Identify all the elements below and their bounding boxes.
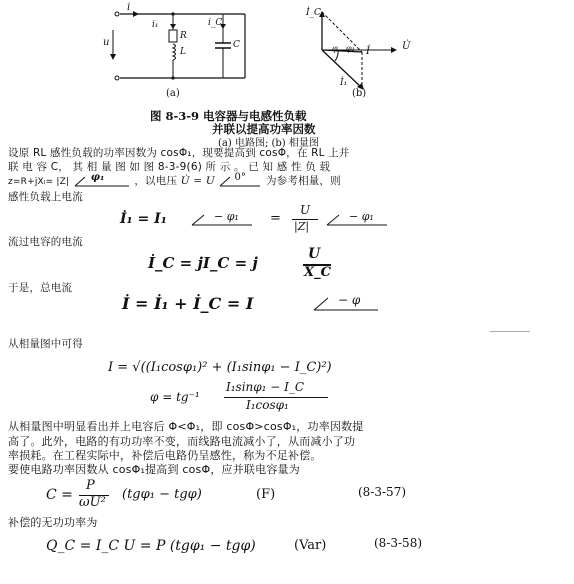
eq6-lhs: C =: [46, 487, 73, 503]
reference-phasor-text: 为参考相量，则: [265, 175, 341, 187]
phasor-phi1-label: φ₁: [346, 44, 355, 53]
paragraph2-line4: 要使电路功率因数从 cosΦ₁提高到 cosΦ，应并联电容量为: [8, 463, 300, 476]
from-phasor-label: 从相量图中可得: [8, 338, 83, 350]
paragraph1-line1: 设原 RL 感性负载的功率因数为 cosΦ₁，现要提高到 cosΦ，在 RL 上并: [8, 147, 350, 159]
eq3-angle-text: − φ: [338, 293, 361, 307]
voltage-intro: ，以电压: [134, 175, 178, 187]
figure-caption-subtitle: 并联以提高功率因数: [212, 122, 316, 136]
total-current-label: 于是，总电流: [8, 282, 73, 294]
reactive-power-label: 补偿的无功功率为: [8, 516, 98, 529]
eq2-denominator: X_C: [304, 265, 331, 280]
label-ic: i_C: [208, 18, 223, 28]
label-i: i: [127, 2, 131, 13]
eq6-number: (8-3-57): [358, 485, 407, 499]
eq1-numerator: U: [300, 203, 311, 217]
paragraph2-line3: 率损耗。在工程实际中，补偿后电路仍呈感性，称为不足补偿。: [8, 449, 322, 462]
eq6-numerator: P: [86, 478, 95, 493]
eq3-angle: [312, 293, 380, 310]
label-C: C: [233, 40, 240, 50]
figure-caption-title: 图 8-3-9 电容器与电感性负载: [150, 109, 307, 123]
angle-phi1-symbol: [73, 174, 131, 188]
separator-dash: [490, 331, 530, 332]
phasor-I-label: İ: [366, 46, 370, 57]
eq1-angle1-text: − φ₁: [214, 210, 239, 223]
figure-caption-parts: (a) 电路图; (b) 相量图: [218, 138, 319, 149]
eq5-lhs: φ = tg⁻¹: [150, 390, 200, 404]
eq5-numerator: I₁sinφ₁ − I_C: [226, 380, 305, 394]
angle-zero-symbol: [218, 174, 262, 188]
paragraph2-line2: 高了。此外，电路的有功功率不变，而线路电流减小了，从而减小了功: [8, 435, 356, 448]
eq2-lhs: İ_C = jI_C = j: [148, 254, 258, 272]
paragraph1-line3: [8, 173, 341, 188]
eq1-angle2: [325, 210, 389, 227]
phasor-phi-label: φ: [332, 44, 338, 53]
eq7-number: (8-3-58): [374, 536, 423, 550]
eq1-denominator: |Z|: [294, 220, 310, 233]
eq6-body: (tgφ₁ − tgφ): [122, 487, 202, 502]
eq1-equals: =: [270, 211, 281, 226]
equation-current-magnitude: I = √((I₁cosφ₁)² + (I₁sinφ₁ − I_C)²): [108, 360, 332, 375]
figure-a-label: (a): [166, 88, 180, 99]
label-R: R: [180, 31, 187, 41]
voltage-phasor: U̇ = U: [180, 175, 215, 187]
eq1-lhs: İ₁ = I₁: [120, 211, 167, 227]
eq7-unit: (Var): [294, 538, 327, 553]
eq5-denominator: I₁cosφ₁: [246, 398, 289, 412]
eq3-lhs: İ = İ₁ + İ_C = I: [122, 294, 254, 313]
angle-zero-text: 0°: [234, 172, 247, 183]
phasor-U-label: U̇: [402, 41, 411, 52]
phasor-Ic-label: İ_C: [306, 8, 321, 18]
eq1-angle2-text: − φ₁: [349, 210, 374, 223]
eq7-body: Q_C = I_C U = P (tgφ₁ − tgφ): [46, 538, 256, 554]
figure-b-label: (b): [352, 88, 367, 99]
paragraph1-line2: 联 电 容 C， 其 相 量 图 如 图 8-3-9(6) 所 示 。 已 知 感 性 负 载: [8, 161, 331, 173]
phasor-I1-label: İ₁: [340, 78, 348, 88]
angle-phi1-text: φ₁: [90, 172, 105, 183]
capacitor-current-label: 流过电容的电流: [8, 236, 83, 248]
label-u: u: [103, 37, 110, 48]
equation-capacitance: [46, 478, 486, 512]
label-L: L: [180, 47, 186, 57]
label-i1: i₁: [152, 20, 159, 30]
eq2-numerator: U: [308, 246, 321, 262]
paragraph2-line1: 从相量图中明显看出并上电容后 Φ<Φ₁，即 cosΦ>cosΦ₁，功率因数提: [8, 420, 364, 433]
impedance-expression: z=R+jXₗ= |Z|: [8, 177, 70, 187]
eq6-denominator: ωU²: [79, 495, 106, 510]
eq1-angle1: [190, 210, 254, 227]
paragraph1-line4: 感性负载上电流: [8, 191, 83, 203]
eq6-unit: (F): [256, 487, 276, 502]
equation-reactive-power: [46, 538, 486, 562]
